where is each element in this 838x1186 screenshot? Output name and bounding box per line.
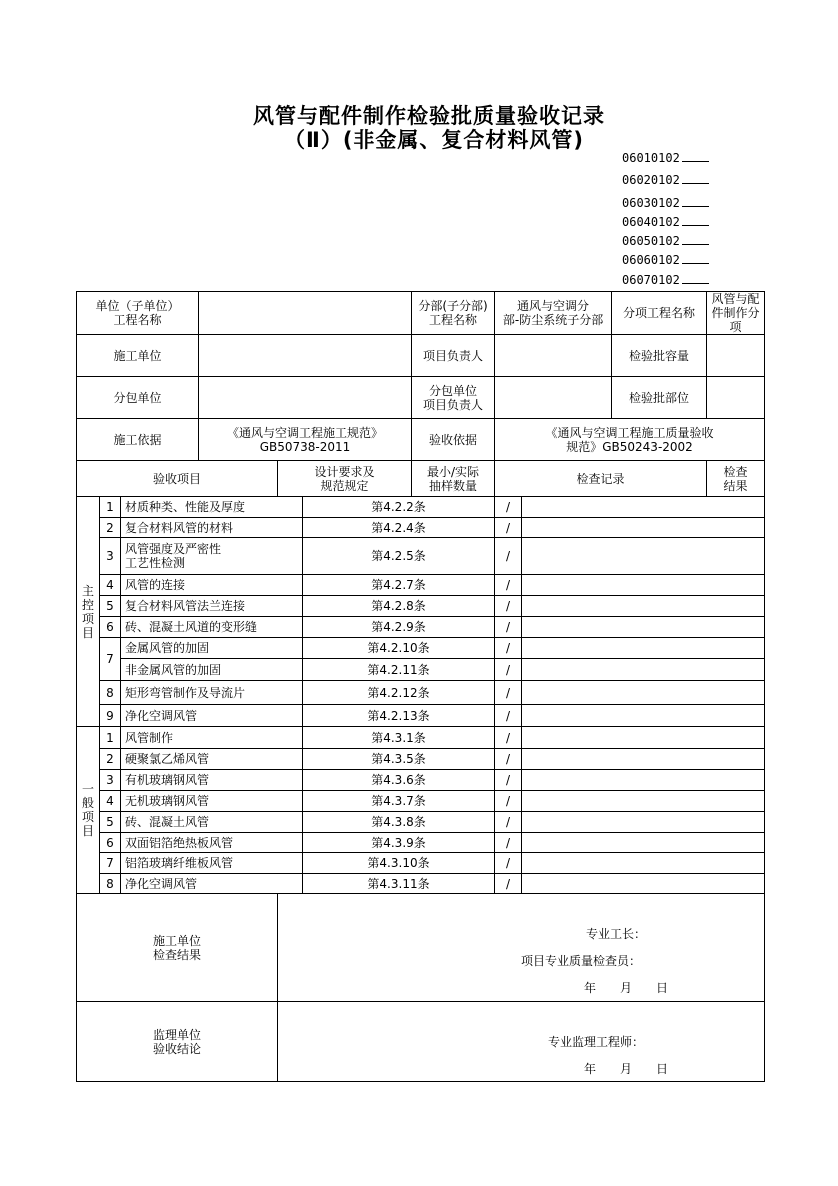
item-name-text: 有机玻璃钢风管 [125,773,210,787]
item-record[interactable] [522,770,765,791]
table-row [77,659,765,681]
item-name [121,833,303,853]
item-name [121,749,303,770]
item-clause: 第4.3.5条 [303,749,495,770]
capacity-value[interactable] [707,335,765,377]
table-row [77,596,765,617]
item-sample[interactable]: / [495,853,522,874]
item-name [121,727,303,749]
item-record[interactable] [522,833,765,853]
item-name [121,596,303,617]
item-number: 1 [100,727,121,749]
item-record[interactable] [522,749,765,770]
item-name-text: 无机玻璃钢风管 [125,794,210,808]
item-record[interactable] [522,638,765,659]
item-number: 9 [100,705,121,727]
item-name-text: 金属风管的加固 [125,641,210,655]
item-clause: 第4.2.2条 [303,497,495,518]
item-name-text: 复合材料风管的材料 [125,520,234,535]
table-row [77,833,765,853]
item-record[interactable] [522,538,765,575]
item-clause: 第4.3.11条 [303,874,495,894]
constructor-value[interactable] [199,335,412,377]
item-record[interactable] [522,659,765,681]
code-number: 06040102 [622,215,680,229]
code-number: 06050102 [622,234,680,248]
item-clause: 第4.3.1条 [303,727,495,749]
item-record[interactable] [522,812,765,833]
basis-label: 施工依据 [77,419,199,461]
item-name-text: 复合材料风管法兰连接 [125,599,246,613]
main-section-label [77,497,100,727]
acceptance-basis-value: 《通风与空调工程施工质量验收 规范》GB50243-2002 [495,419,765,461]
item-clause: 第4.2.4条 [303,518,495,538]
item-name [121,659,303,681]
item-record[interactable] [522,727,765,749]
item-number: 1 [100,497,121,518]
code-number: 06030102 [622,196,680,210]
table-row [77,874,765,894]
construction-date: 年 月 日 [584,981,669,995]
item-name-text: 风管的连接 [125,578,186,592]
subcontractor-label: 分包单位 [77,377,199,419]
code-blank[interactable] [682,214,709,226]
table-row [77,791,765,812]
item-number: 6 [100,833,121,853]
item-number: 5 [100,812,121,833]
table-row [77,538,765,575]
construction-check-label: 施工单位 检查结果 [77,894,278,1002]
item-clause: 第4.3.10条 [303,853,495,874]
item-name-text: 材质种类、性能及厚度 [125,500,246,514]
item-name-text: 风管强度及严密性 工艺性检测 [125,542,222,570]
location-value[interactable] [707,377,765,419]
code-row [622,233,709,248]
item-project-value[interactable]: 风管与配 件制作分项 [707,292,765,335]
construction-check-area[interactable] [278,894,765,1002]
item-number: 3 [100,538,121,575]
item-name [121,638,303,659]
item-record[interactable] [522,705,765,727]
table-row [77,518,765,538]
basis-value: 《通风与空调工程施工规范》 GB50738-2011 [199,419,412,461]
code-row [622,195,709,210]
item-number: 2 [100,749,121,770]
col-item-header: 验收项目 [77,461,278,497]
item-number: 3 [100,770,121,791]
item-name-text: 砖、混凝土风道的变形缝 [125,620,258,634]
item-clause: 第4.2.13条 [303,705,495,727]
item-record[interactable] [522,853,765,874]
code-row [622,150,709,165]
item-name [121,617,303,638]
sub-pm-label: 分包单位 项目负责人 [412,377,495,419]
item-name [121,853,303,874]
item-sample[interactable]: / [495,596,522,617]
item-number: 8 [100,874,121,894]
item-sample[interactable]: / [495,575,522,596]
supervision-check-area[interactable] [278,1002,765,1082]
item-name [121,518,303,538]
item-number: 8 [100,681,121,705]
item-sample[interactable]: / [495,727,522,749]
item-name [121,538,303,575]
acceptance-form [76,291,765,1082]
item-name [121,812,303,833]
col-record-header: 检查记录 [495,461,707,497]
item-clause: 第4.3.7条 [303,791,495,812]
item-number: 4 [100,575,121,596]
item-clause: 第4.3.6条 [303,770,495,791]
item-name-text: 净化空调风管 [125,876,198,891]
item-record[interactable] [522,874,765,894]
item-sample[interactable]: / [495,518,522,538]
foreman-label: 专业工长： [586,927,647,941]
sub-project-label: 分部(子分部) 工程名称 [412,292,495,335]
table-row [77,812,765,833]
item-sample[interactable]: / [495,770,522,791]
code-blank[interactable] [682,172,709,184]
item-record[interactable] [522,617,765,638]
item-sample[interactable]: / [495,681,522,705]
item-number: 7 [100,853,121,874]
acceptance-basis-label: 验收依据 [412,419,495,461]
item-record[interactable] [522,575,765,596]
general-section-text: 一般项目 [81,782,94,838]
item-sample[interactable]: / [495,833,522,853]
table-row [77,749,765,770]
code-row [622,272,709,287]
col-sample-header: 最小/实际 抽样数量 [412,461,495,497]
supervision-date: 年 月 日 [584,1062,669,1076]
item-name-text: 非金属风管的加固 [125,662,222,677]
item-sample[interactable]: / [495,659,522,681]
code-blank[interactable] [682,252,709,264]
item-clause: 第4.2.8条 [303,596,495,617]
item-sample[interactable]: / [495,791,522,812]
code-blank[interactable] [682,233,709,245]
item-record[interactable] [522,596,765,617]
general-section-label [77,727,100,894]
code-number: 06060102 [622,253,680,267]
item-sample[interactable]: / [495,638,522,659]
item-clause: 第4.2.9条 [303,617,495,638]
item-name [121,791,303,812]
item-name-text: 风管制作 [125,730,174,745]
item-name-text: 净化空调风管 [125,708,198,723]
item-sample[interactable]: / [495,749,522,770]
item-number: 4 [100,791,121,812]
unit-name-label: 单位（子单位） 工程名称 [77,292,199,335]
item-clause: 第4.2.11条 [303,659,495,681]
item-name-text: 铝箔玻璃纤维板风管 [125,856,234,870]
item-clause: 第4.2.7条 [303,575,495,596]
code-blank[interactable] [682,195,709,207]
item-sample[interactable]: / [495,874,522,894]
code-number: 06010102 [622,151,680,165]
item-name [121,575,303,596]
item-name-text: 双面铝箔绝热板风管 [125,835,234,850]
form-subtitle: （Ⅱ）(非金属、复合材料风管) [283,128,585,152]
item-name-text: 矩形弯管制作及导流片 [125,685,246,700]
engineer-label: 专业监理工程师： [548,1035,645,1049]
table-row [77,617,765,638]
item-sample[interactable]: / [495,705,522,727]
item-clause: 第4.3.9条 [303,833,495,853]
table-row [77,638,765,659]
item-name-text: 砖、混凝土风管 [125,815,210,829]
table-row [77,727,765,749]
unit-name-value[interactable] [199,292,412,335]
pm-label: 项目负责人 [412,335,495,377]
table-row [77,770,765,791]
subcontractor-value[interactable] [199,377,412,419]
item-name [121,770,303,791]
item-project-label: 分项工程名称 [612,292,707,335]
item-number: 6 [100,617,121,638]
item-clause: 第4.2.10条 [303,638,495,659]
item-record[interactable] [522,497,765,518]
form-title: 风管与配件制作检验批质量验收记录 [253,104,605,128]
sub-project-value[interactable]: 通风与空调分 部-防尘系统子分部 [495,292,612,335]
location-label: 检验批部位 [612,377,707,419]
item-name [121,681,303,705]
item-name-text: 硬聚氯乙烯风管 [125,752,210,766]
item-clause: 第4.2.5条 [303,538,495,575]
code-number: 06070102 [622,273,680,287]
item-record[interactable] [522,518,765,538]
main-section-text: 主控项目 [81,583,94,640]
code-number: 06020102 [622,173,680,187]
item-sample[interactable]: / [495,497,522,518]
col-design-header: 设计要求及 规范规定 [278,461,412,497]
supervision-check-label: 监理单位 验收结论 [77,1002,278,1082]
code-row [622,214,709,229]
item-sample[interactable]: / [495,812,522,833]
code-row [622,252,709,267]
capacity-label: 检验批容量 [612,335,707,377]
table-row [77,705,765,727]
item-clause: 第4.3.8条 [303,812,495,833]
table-row [77,497,765,518]
inspector-label: 项目专业质量检查员： [521,954,642,968]
table-row [77,853,765,874]
item-name [121,874,303,894]
code-row [622,172,709,187]
table-row [77,575,765,596]
col-result-header: 检查 结果 [707,461,765,497]
item-number: 5 [100,596,121,617]
sub-pm-value[interactable] [495,377,612,419]
item-sample[interactable]: / [495,617,522,638]
item-record[interactable] [522,791,765,812]
item-sample[interactable]: / [495,538,522,575]
item-clause: 第4.2.12条 [303,681,495,705]
item-name [121,705,303,727]
constructor-label: 施工单位 [77,335,199,377]
code-blank[interactable] [682,150,709,162]
item-number: 2 [100,518,121,538]
table-row [77,681,765,705]
item-number: 7 [100,638,121,681]
item-name [121,497,303,518]
code-blank[interactable] [682,272,709,284]
pm-value[interactable] [495,335,612,377]
item-record[interactable] [522,681,765,705]
